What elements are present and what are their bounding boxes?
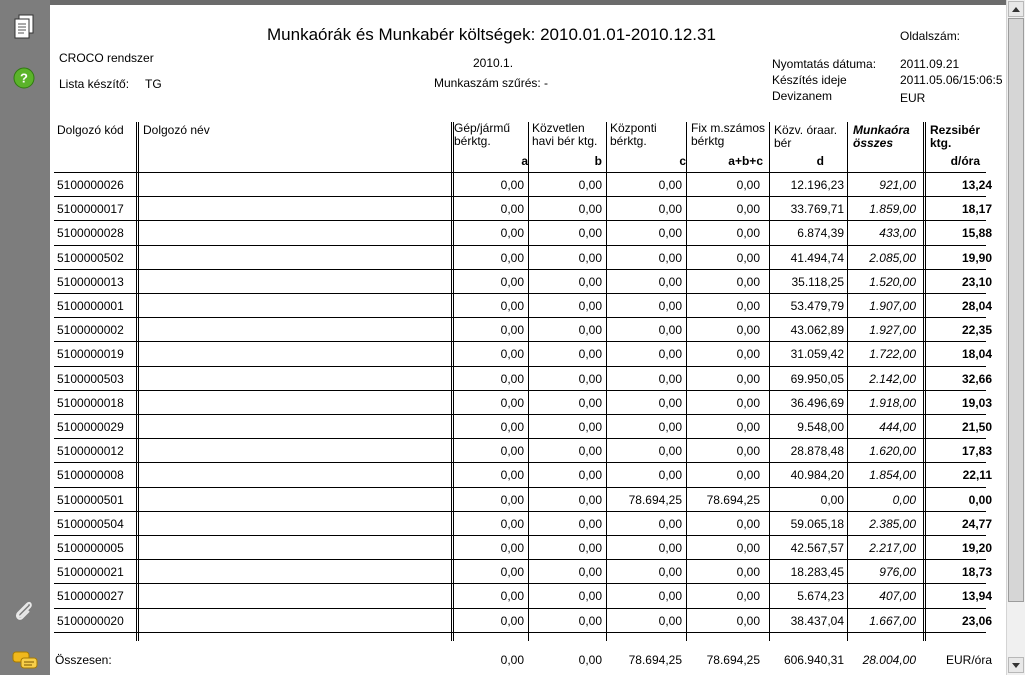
cell-d: 12.196,23 [790, 178, 844, 192]
cell-d: 43.062,89 [790, 323, 844, 338]
cell-c: 0,00 [658, 420, 682, 434]
employee-code: 5100000018 [57, 395, 124, 410]
cell-hours: 1.927,00 [869, 323, 916, 338]
cell-c: 0,00 [658, 202, 682, 217]
cell-rate: 19,90 [961, 250, 992, 265]
cell-b: 0,00 [578, 420, 602, 434]
column-divider [923, 122, 924, 641]
scrollbar-thumb[interactable] [1008, 18, 1024, 602]
col-key-rate: d/óra [950, 154, 980, 168]
cell-hours: 1.667,00 [869, 613, 916, 628]
cell-hours: 1.907,00 [869, 299, 916, 313]
cell-abc: 0,00 [736, 347, 760, 362]
cell-a: 0,00 [500, 589, 524, 604]
employee-code: 5100000026 [57, 178, 124, 192]
cell-abc: 0,00 [736, 589, 760, 604]
cell-d: 59.065,18 [790, 516, 844, 531]
cell-hours: 921,00 [879, 178, 916, 192]
cell-abc: 0,00 [736, 250, 760, 265]
cell-hours: 433,00 [879, 226, 916, 241]
cell-a: 0,00 [500, 541, 524, 555]
cell-c: 0,00 [658, 516, 682, 531]
svg-text:?: ? [20, 70, 28, 86]
cell-hours: 2.217,00 [869, 541, 916, 555]
cell-rate: 18,17 [961, 202, 992, 217]
lister-label: Lista készítő: [59, 77, 130, 91]
employee-code: 5100000002 [57, 323, 124, 338]
arrow-up-icon [1012, 7, 1020, 12]
col-header-code: Dolgozó kód [57, 123, 124, 137]
total-b: 0,00 [578, 653, 602, 667]
col-header-d: Közv. óraar. bér [774, 123, 838, 150]
cell-b: 0,00 [578, 565, 602, 580]
cell-c: 0,00 [658, 226, 682, 241]
cell-a: 0,00 [500, 613, 524, 628]
cell-c: 0,00 [658, 323, 682, 338]
cell-c: 0,00 [658, 613, 682, 628]
cell-d: 42.567,57 [790, 541, 844, 555]
cell-rate: 15,88 [961, 226, 992, 241]
cell-abc: 0,00 [736, 541, 760, 555]
cell-abc: 0,00 [736, 613, 760, 628]
column-divider [138, 122, 139, 641]
cell-a: 0,00 [500, 347, 524, 362]
employee-code: 5100000012 [57, 444, 124, 459]
cell-b: 0,00 [578, 516, 602, 531]
cell-abc: 78.694,25 [706, 492, 760, 507]
cell-abc: 0,00 [736, 178, 760, 192]
col-header-rate: Rezsibér ktg. [930, 123, 981, 150]
cell-rate: 23,10 [961, 274, 992, 289]
created-label: Készítés ideje [772, 73, 847, 87]
print-date-label: Nyomtatás dátuma: [772, 57, 877, 71]
cell-a: 0,00 [500, 299, 524, 313]
employee-code: 5100000028 [57, 226, 124, 241]
cell-abc: 0,00 [736, 323, 760, 338]
total-abc: 78.694,25 [706, 653, 760, 667]
total-unit: EUR/óra [945, 653, 992, 667]
cell-b: 0,00 [578, 613, 602, 628]
cell-c: 0,00 [658, 250, 682, 265]
totals-label: Összesen: [55, 653, 112, 667]
cell-d: 69.950,05 [790, 371, 844, 386]
total-a: 0,00 [500, 653, 524, 667]
cell-abc: 0,00 [736, 274, 760, 289]
cell-d: 40.984,20 [790, 468, 844, 483]
total-hours: 28.004,00 [862, 653, 916, 667]
cell-a: 0,00 [500, 395, 524, 410]
cell-hours: 1.859,00 [869, 202, 916, 217]
cell-c: 0,00 [658, 444, 682, 459]
col-header-c: Központi bérktg. [610, 121, 657, 148]
cell-a: 0,00 [500, 492, 524, 507]
employee-code: 5100000503 [57, 371, 124, 386]
job-number-filter: Munkaszám szűrés: - [434, 76, 549, 90]
cell-abc: 0,00 [736, 299, 760, 313]
cell-c: 0,00 [658, 274, 682, 289]
cell-d: 33.769,71 [790, 202, 844, 217]
cell-rate: 17,83 [961, 444, 992, 459]
cell-hours: 2.385,00 [869, 516, 916, 531]
cell-abc: 0,00 [736, 202, 760, 217]
column-divider [136, 122, 137, 641]
page-top-edge [50, 0, 1006, 5]
cell-d: 9.548,00 [797, 420, 844, 434]
employee-code: 5100000504 [57, 516, 124, 531]
cell-hours: 976,00 [879, 565, 916, 580]
cell-b: 0,00 [578, 323, 602, 338]
employee-code: 5100000020 [57, 613, 124, 628]
cell-a: 0,00 [500, 250, 524, 265]
col-header-b: Közvetlen havi bér ktg. [532, 121, 598, 148]
cell-a: 0,00 [500, 420, 524, 434]
cell-a: 0,00 [500, 468, 524, 483]
cell-b: 0,00 [578, 468, 602, 483]
employee-code: 5100000021 [57, 565, 124, 580]
cell-b: 0,00 [578, 299, 602, 313]
cell-d: 6.874,39 [797, 226, 844, 241]
created-value: 2011.05.06/15:06:5 [900, 73, 1003, 87]
cell-b: 0,00 [578, 492, 602, 507]
employee-code: 5100000501 [57, 492, 124, 507]
employee-code: 5100000008 [57, 468, 124, 483]
cell-b: 0,00 [578, 202, 602, 217]
cell-c: 78.694,25 [628, 492, 682, 507]
cell-c: 0,00 [658, 589, 682, 604]
cell-c: 0,00 [658, 468, 682, 483]
employee-code: 5100000005 [57, 541, 124, 555]
cell-b: 0,00 [578, 226, 602, 241]
cell-hours: 2.142,00 [869, 371, 916, 386]
cell-c: 0,00 [658, 347, 682, 362]
cell-rate: 22,35 [961, 323, 992, 338]
cell-a: 0,00 [500, 444, 524, 459]
cell-d: 31.059,42 [790, 347, 844, 362]
col-key-c: c [679, 154, 686, 168]
cell-c: 0,00 [658, 371, 682, 386]
lister-value: TG [145, 77, 162, 91]
cell-a: 0,00 [500, 371, 524, 386]
cell-b: 0,00 [578, 589, 602, 604]
cell-c: 0,00 [658, 565, 682, 580]
comments-icon[interactable] [12, 650, 38, 672]
cell-d: 35.118,25 [791, 274, 844, 289]
cell-rate: 19,20 [961, 541, 992, 555]
cell-abc: 0,00 [736, 395, 760, 410]
cell-hours: 1.620,00 [869, 444, 916, 459]
cell-b: 0,00 [578, 444, 602, 459]
cell-c: 0,00 [658, 299, 682, 313]
total-c: 78.694,25 [628, 653, 682, 667]
page-number-label: Oldalszám: [900, 29, 961, 43]
cell-hours: 407,00 [879, 589, 916, 604]
col-header-abc: Fix m.számos bérktg [691, 121, 766, 148]
cell-abc: 0,00 [736, 226, 760, 241]
cell-abc: 0,00 [736, 565, 760, 580]
cell-b: 0,00 [578, 541, 602, 555]
cell-b: 0,00 [578, 178, 602, 192]
cell-b: 0,00 [578, 250, 602, 265]
cell-d: 5.674,23 [797, 589, 844, 604]
cell-d: 28.878,48 [790, 444, 844, 459]
help-icon[interactable] [12, 66, 36, 90]
cell-rate: 23,06 [961, 613, 992, 628]
cell-a: 0,00 [500, 202, 524, 217]
cell-rate: 32,66 [961, 371, 992, 386]
employee-code: 5100000027 [57, 589, 124, 604]
cell-b: 0,00 [578, 347, 602, 362]
total-d: 606.940,31 [783, 653, 844, 667]
cell-rate: 28,04 [961, 299, 992, 313]
system-name: CROCO rendszer [59, 51, 154, 65]
cell-d: 38.437,04 [790, 613, 844, 628]
cell-a: 0,00 [500, 274, 524, 289]
cell-abc: 0,00 [736, 468, 760, 483]
cell-hours: 1.520,00 [869, 274, 916, 289]
cell-rate: 13,24 [961, 178, 992, 192]
cell-a: 0,00 [500, 565, 524, 580]
cell-b: 0,00 [578, 274, 602, 289]
attachment-icon[interactable] [12, 598, 36, 624]
report-page [50, 0, 1006, 675]
cell-hours: 0,00 [892, 492, 916, 507]
cell-hours: 1.918,00 [869, 395, 916, 410]
employee-code: 5100000019 [57, 347, 124, 362]
cell-rate: 22,11 [962, 468, 992, 483]
cell-hours: 2.085,00 [869, 250, 916, 265]
cell-b: 0,00 [578, 395, 602, 410]
cell-d: 0,00 [820, 492, 844, 507]
cell-rate: 0,00 [968, 492, 992, 507]
cell-c: 0,00 [658, 395, 682, 410]
left-toolbar [0, 0, 52, 675]
cell-rate: 18,04 [961, 347, 992, 362]
scroll-up-button[interactable] [1008, 1, 1024, 17]
col-header-hours: Munkaóra összes [853, 123, 910, 150]
cell-d: 18.283,45 [790, 565, 844, 580]
cell-b: 0,00 [578, 371, 602, 386]
cell-abc: 0,00 [736, 444, 760, 459]
period: 2010.1. [473, 56, 514, 70]
cell-c: 0,00 [658, 541, 682, 555]
employee-code: 5100000013 [57, 274, 124, 289]
cell-c: 0,00 [658, 178, 682, 192]
currency-value: EUR [900, 91, 926, 105]
cell-abc: 0,00 [736, 516, 760, 531]
cell-hours: 1.854,00 [869, 468, 916, 483]
currency-label: Devizanem [772, 89, 833, 103]
column-divider [925, 122, 926, 641]
cell-d: 53.479,79 [790, 299, 844, 313]
print-date-value: 2011.09.21 [900, 57, 960, 71]
cell-rate: 24,77 [961, 516, 992, 531]
cell-a: 0,00 [500, 178, 524, 192]
employee-code: 5100000001 [57, 299, 124, 313]
col-key-abc: a+b+c [728, 154, 763, 168]
employee-code: 5100000502 [57, 250, 124, 265]
scroll-down-button[interactable] [1008, 657, 1024, 673]
cell-hours: 444,00 [879, 420, 916, 434]
cell-abc: 0,00 [736, 371, 760, 386]
cell-abc: 0,00 [736, 420, 760, 434]
cell-a: 0,00 [500, 226, 524, 241]
cell-rate: 13,94 [961, 589, 992, 604]
report-title: Munkaórák és Munkabér költségek: 2010.01.01-2010.12.31 [267, 25, 716, 44]
col-header-a: Gép/jármű bérktg. [454, 121, 511, 148]
employee-code: 5100000017 [57, 202, 124, 217]
col-key-b: b [594, 154, 602, 168]
col-key-a: a [521, 154, 528, 168]
vertical-scrollbar[interactable] [1006, 0, 1025, 675]
cell-rate: 18,73 [961, 565, 992, 580]
cell-rate: 21,50 [961, 420, 992, 434]
arrow-down-icon [1012, 663, 1020, 668]
cell-d: 36.496,69 [790, 395, 844, 410]
col-key-d: d [816, 154, 824, 168]
employee-code: 5100000029 [57, 420, 124, 434]
cell-rate: 19,03 [961, 395, 992, 410]
cell-d: 41.494,74 [790, 250, 844, 265]
cell-a: 0,00 [500, 516, 524, 531]
cell-a: 0,00 [500, 323, 524, 338]
col-header-name: Dolgozó név [143, 123, 210, 137]
cell-hours: 1.722,00 [869, 347, 916, 362]
document-icon[interactable] [12, 14, 36, 40]
